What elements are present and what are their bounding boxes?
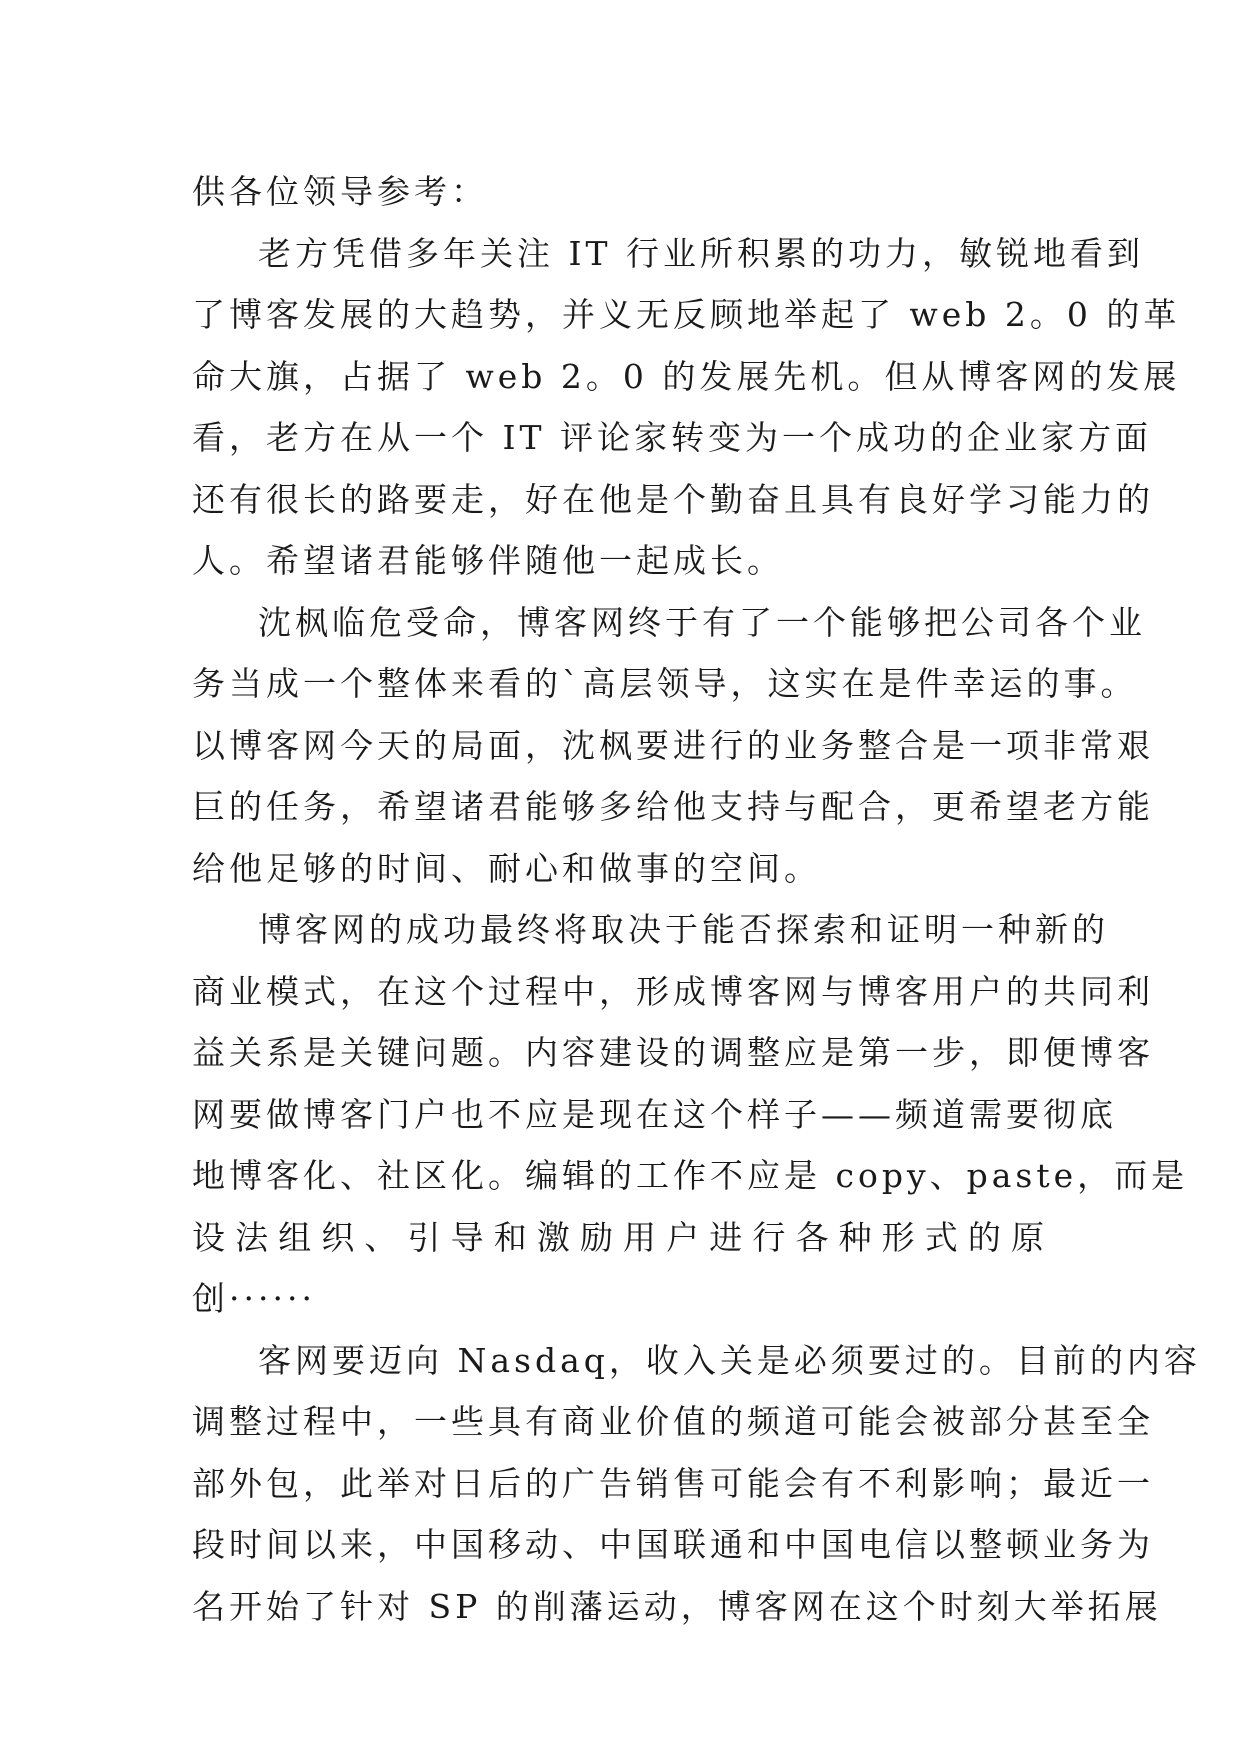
text-line: 给他足够的时间、耐心和做事的空间。 <box>192 848 821 888</box>
text-line: 调整过程中，一些具有商业价值的频道可能会被部分甚至全 <box>192 1402 1154 1441</box>
text-line: 人。希望诸君能够伴随他一起成长。 <box>192 541 784 580</box>
text-line: 了博客发展的大趋势，并义无反顾地举起了 web 2。0 的革 <box>192 295 1181 334</box>
paragraph-start-line: 沈枫临危受命，博客网终于有了一个能够把公司各个业 <box>258 602 1146 642</box>
text-line: 供各位领导参考： <box>192 172 488 211</box>
text-line: 段时间以来，中国移动、中国联通和中国电信以整顿业务为 <box>192 1525 1154 1564</box>
text-line: 网要做博客门户也不应是现在这个样子——频道需要彻底 <box>192 1094 1117 1134</box>
text-line: 名开始了针对 SP 的削藩运动，博客网在这个时刻大举拓展 <box>192 1586 1162 1626</box>
text-line: 巨的任务，希望诸君能够多给他支持与配合，更希望老方能 <box>192 787 1154 826</box>
paragraph-start-line: 老方凭借多年关注 IT 行业所积累的功力，敏锐地看到 <box>258 233 1145 273</box>
paragraph-start-line: 客网要迈向 Nasdaq，收入关是必须要过的。目前的内容 <box>258 1340 1201 1380</box>
justified-text-line: 设法组织、引导和激励用户进行各种形式的原 <box>192 1217 1048 1257</box>
text-line: 看，老方在从一个 IT 评论家转变为一个成功的企业家方面 <box>192 418 1153 457</box>
text-line: 商业模式，在这个过程中，形成博客网与博客用户的共同利 <box>192 971 1154 1011</box>
paragraph-start-line: 博客网的成功最终将取决于能否探索和证明一种新的 <box>258 910 1109 949</box>
text-line: 地博客化、社区化。编辑的工作不应是 copy、paste，而是 <box>192 1156 1189 1195</box>
text-line: 务当成一个整体来看的`高层领导，这实在是件幸运的事。 <box>192 664 1138 703</box>
document-body <box>192 161 1201 1637</box>
text-line: 部外包，此举对日后的广告销售可能会有不利影响；最近一 <box>192 1463 1154 1503</box>
text-line: 命大旗，占据了 web 2。0 的发展先机。但从博客网的发展 <box>192 356 1181 396</box>
text-line: 还有很长的路要走，好在他是个勤奋且具有良好学习能力的 <box>192 479 1154 519</box>
text-line: 益关系是关键问题。内容建设的调整应是第一步，即便博客 <box>192 1033 1154 1072</box>
text-line: 以博客网今天的局面，沈枫要进行的业务整合是一项非常艰 <box>192 725 1154 765</box>
text-line: 创······ <box>192 1279 316 1318</box>
